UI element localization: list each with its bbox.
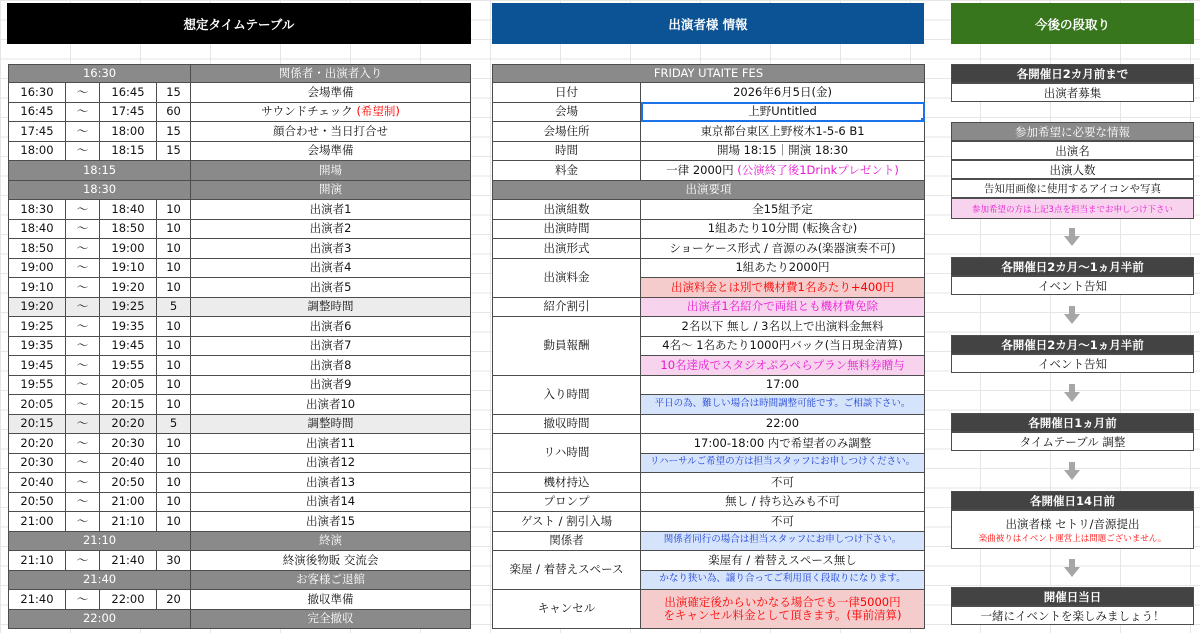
tilde: 〜 <box>66 551 100 571</box>
green-room-note: かなり狭い為、譲り合ってご利用頂く段取りになります。 <box>641 570 925 590</box>
table-row <box>9 434 471 454</box>
timetable-label <box>191 239 471 259</box>
timetable-label <box>191 317 471 337</box>
table-row <box>9 336 471 356</box>
groups-value: 全15組予定 <box>641 200 925 220</box>
end-time: 19:20 <box>100 278 157 298</box>
table-row <box>9 141 471 161</box>
timetable <box>8 64 471 629</box>
perf-fee-value: 1組あたり2000円 <box>641 258 925 278</box>
duration: 10 <box>157 258 191 278</box>
timetable-label <box>191 122 471 142</box>
referral-value: 出演者1名紹介で両組とも機材費免除 <box>641 297 925 317</box>
step-4-item: タイムテーブル 調整 <box>951 432 1194 451</box>
timetable-label <box>191 395 471 415</box>
table-row <box>9 356 471 376</box>
info-label: 会場 <box>493 102 641 122</box>
guest-value: 不可 <box>641 512 925 532</box>
step-5-title: 各開催日14日前 <box>951 491 1194 510</box>
tilde: 〜 <box>66 317 100 337</box>
start-time: 19:35 <box>9 336 66 356</box>
start-time: 16:30 <box>9 83 66 103</box>
timetable-label <box>191 492 471 512</box>
timetable-label <box>191 219 471 239</box>
duration: 10 <box>157 395 191 415</box>
info-label: 動員報酬 <box>493 317 641 376</box>
time-cell: 18:15 <box>9 161 191 181</box>
teardown-value: 22:00 <box>641 414 925 434</box>
end-time: 19:45 <box>100 336 157 356</box>
start-time: 20:15 <box>9 414 66 434</box>
timetable-label <box>191 278 471 298</box>
duration: 10 <box>157 512 191 532</box>
requirements-title: 参加希望に必要な情報 <box>951 122 1194 141</box>
label-text: 出演者11 <box>305 435 356 450</box>
end-time: 22:00 <box>100 590 157 610</box>
tilde: 〜 <box>66 375 100 395</box>
venue-cell[interactable] <box>641 102 925 122</box>
table-row <box>9 239 471 259</box>
end-time: 20:15 <box>100 395 157 415</box>
timetable-label <box>191 590 471 610</box>
down-arrow-icon <box>1064 462 1080 480</box>
table-row <box>9 492 471 512</box>
format-value: ショーケース形式 / 音源のみ(楽器演奏不可) <box>641 239 925 259</box>
start-time: 21:10 <box>9 551 66 571</box>
down-arrow-icon <box>1064 228 1080 246</box>
start-time: 19:55 <box>9 375 66 395</box>
start-time: 18:00 <box>9 141 66 161</box>
end-time: 21:40 <box>100 551 157 571</box>
duration: 30 <box>157 551 191 571</box>
info-label: 紹介割引 <box>493 297 641 317</box>
tilde: 〜 <box>66 239 100 259</box>
tilde: 〜 <box>66 512 100 532</box>
info-label: 出演料金 <box>493 258 641 297</box>
tilde: 〜 <box>66 83 100 103</box>
table-row <box>9 453 471 473</box>
ticket-fee <box>641 161 925 181</box>
duration: 10 <box>157 239 191 259</box>
table-row <box>9 102 471 122</box>
start-time: 18:50 <box>9 239 66 259</box>
end-time: 20:40 <box>100 453 157 473</box>
time-cell: 18:30 <box>9 180 191 200</box>
step-6-title: 開催日当日 <box>951 587 1194 606</box>
info-label: 日付 <box>493 83 641 103</box>
selection-handle[interactable] <box>921 118 925 122</box>
info-label: 料金 <box>493 161 641 181</box>
info-label: ゲスト / 割引入場 <box>493 512 641 532</box>
venue-address: 東京都台東区上野桜木1-5-6 B1 <box>641 122 925 142</box>
duration: 15 <box>157 122 191 142</box>
reward-line-3: 10名達成でスタジオぷろぺらプラン無料券贈与 <box>641 356 925 376</box>
event-title: FRIDAY UTAITE FES <box>493 65 925 83</box>
info-label: 入り時間 <box>493 375 641 414</box>
tilde: 〜 <box>66 141 100 161</box>
cancel-policy <box>641 590 925 629</box>
step-2-item: イベント告知 <box>951 276 1194 295</box>
rehearsal-value: 17:00-18:00 内で希望者のみ調整 <box>641 434 925 454</box>
table-row <box>9 278 471 298</box>
label-text: 出演者15 <box>305 513 356 528</box>
label-text: 調整時間 <box>307 299 354 314</box>
label-text: 出演者4 <box>309 260 352 275</box>
perf-fee-note: 出演料金とは別で機材費1名あたり+400円 <box>641 278 925 298</box>
requirement-1: 出演名 <box>951 141 1194 160</box>
timetable-label <box>191 512 471 532</box>
start-time: 19:25 <box>9 317 66 337</box>
label-text: 顔合わせ・当日打合せ <box>273 123 389 138</box>
info-header: 出演者様 情報 <box>492 3 924 44</box>
end-time: 19:55 <box>100 356 157 376</box>
table-row <box>9 180 471 200</box>
start-time: 18:40 <box>9 219 66 239</box>
timetable-label <box>191 200 471 220</box>
tilde: 〜 <box>66 278 100 298</box>
step-1-item: 出演者募集 <box>951 83 1194 102</box>
start-time: 18:30 <box>9 200 66 220</box>
time-cell: 21:10 <box>9 531 191 551</box>
table-row <box>9 375 471 395</box>
label-text: 出演者6 <box>309 318 352 333</box>
duration: 20 <box>157 590 191 610</box>
info-label: プロンプ <box>493 492 641 512</box>
duration: 10 <box>157 453 191 473</box>
start-time: 20:05 <box>9 395 66 415</box>
down-arrow-icon <box>1064 384 1080 402</box>
start-time: 20:40 <box>9 473 66 493</box>
info-label: 楽屋 / 着替えスペース <box>493 551 641 590</box>
requirement-2: 出演人数 <box>951 160 1194 179</box>
duration: 10 <box>157 317 191 337</box>
entry-value: 17:00 <box>641 375 925 395</box>
start-time: 16:45 <box>9 102 66 122</box>
tilde: 〜 <box>66 336 100 356</box>
timetable-label: 終演 <box>191 531 471 551</box>
info-table <box>492 64 925 629</box>
tilde: 〜 <box>66 200 100 220</box>
table-row <box>9 161 471 181</box>
duration: 15 <box>157 83 191 103</box>
timetable-label: 完全撤収 <box>191 609 471 629</box>
tilde: 〜 <box>66 297 100 317</box>
rehearsal-note: リハーサルご希望の方は担当スタッフにお申しつけください。 <box>641 453 925 473</box>
label-text: 出演者8 <box>309 357 352 372</box>
tilde: 〜 <box>66 356 100 376</box>
timetable-label: お客様ご退館 <box>191 570 471 590</box>
tilde: 〜 <box>66 219 100 239</box>
timetable-label <box>191 102 471 122</box>
end-time: 17:45 <box>100 102 157 122</box>
info-label: 出演時間 <box>493 219 641 239</box>
reward-line-2: 4名〜 1名あたり1000円バック(当日現金清算) <box>641 336 925 356</box>
table-row <box>9 317 471 337</box>
down-arrow-icon <box>1064 559 1080 577</box>
step-5-text: 出演者様 セトリ/音源提出 <box>1005 516 1140 531</box>
label-text: 出演者10 <box>305 396 356 411</box>
tilde: 〜 <box>66 122 100 142</box>
timetable-label <box>191 336 471 356</box>
timetable-label <box>191 375 471 395</box>
end-time: 19:25 <box>100 297 157 317</box>
tilde: 〜 <box>66 453 100 473</box>
label-text: 出演者2 <box>309 221 352 236</box>
info-label: 出演形式 <box>493 239 641 259</box>
timetable-label <box>191 453 471 473</box>
requirements-note: 参加希望の方は上記3点を担当までお申しつけ下さい <box>951 198 1194 219</box>
duration: 10 <box>157 375 191 395</box>
table-row <box>9 590 471 610</box>
step-4-title: 各開催日1ヵ月前 <box>951 413 1194 432</box>
info-label: リハ時間 <box>493 434 641 473</box>
prompter-value: 無し / 持ち込みも不可 <box>641 492 925 512</box>
duration: 10 <box>157 336 191 356</box>
step-3-item: イベント告知 <box>951 354 1194 373</box>
label-text: 会場準備 <box>307 143 354 158</box>
label-text: 出演者13 <box>305 474 356 489</box>
tilde: 〜 <box>66 102 100 122</box>
start-time: 19:45 <box>9 356 66 376</box>
duration: 10 <box>157 434 191 454</box>
duration: 10 <box>157 278 191 298</box>
time-cell: 21:40 <box>9 570 191 590</box>
table-row <box>9 473 471 493</box>
timetable-label: 開場 <box>191 161 471 181</box>
end-time: 18:00 <box>100 122 157 142</box>
label-text: サウンドチェック <box>261 104 353 119</box>
start-time: 20:30 <box>9 453 66 473</box>
table-row <box>9 570 471 590</box>
requirement-3: 告知用画像に使用するアイコンや写真 <box>951 179 1194 198</box>
steps-header: 今後の段取り <box>951 3 1194 44</box>
table-row <box>9 609 471 629</box>
timetable-label <box>191 414 471 434</box>
info-label: 撤収時間 <box>493 414 641 434</box>
cancel-line-2: をキャンセル料金として頂きます。(事前清算) <box>663 608 902 622</box>
duration: 10 <box>157 356 191 376</box>
info-label: 機材持込 <box>493 473 641 493</box>
end-time: 20:05 <box>100 375 157 395</box>
end-time: 21:00 <box>100 492 157 512</box>
timetable-label <box>191 141 471 161</box>
table-row <box>9 83 471 103</box>
end-time: 19:00 <box>100 239 157 259</box>
table-row <box>9 258 471 278</box>
info-label: 出演組数 <box>493 200 641 220</box>
table-row <box>9 122 471 142</box>
duration: 5 <box>157 414 191 434</box>
end-time: 18:40 <box>100 200 157 220</box>
end-time: 19:10 <box>100 258 157 278</box>
label-text: 出演者7 <box>309 338 352 353</box>
staff-note: 関係者同行の場合は担当スタッフにお申しつけ下さい。 <box>641 531 925 551</box>
tilde: 〜 <box>66 434 100 454</box>
start-time: 20:50 <box>9 492 66 512</box>
time-cell: 16:30 <box>9 65 191 83</box>
timetable-label: 開演 <box>191 180 471 200</box>
table-row <box>9 414 471 434</box>
table-row <box>9 551 471 571</box>
start-time: 19:10 <box>9 278 66 298</box>
timetable-label <box>191 434 471 454</box>
table-row <box>9 219 471 239</box>
label-text: 会場準備 <box>307 84 354 99</box>
tilde: 〜 <box>66 258 100 278</box>
step-1-title: 各開催日2カ月前まで <box>951 64 1194 83</box>
duration: 10 <box>157 219 191 239</box>
end-time: 20:20 <box>100 414 157 434</box>
step-5-item <box>951 510 1194 549</box>
time-cell: 22:00 <box>9 609 191 629</box>
table-row <box>9 200 471 220</box>
timetable-label: 関係者・出演者入り <box>191 65 471 83</box>
start-time: 17:45 <box>9 122 66 142</box>
step-2-title: 各開催日2カ月〜1ヵ月半前 <box>951 257 1194 276</box>
label-text: 出演者1 <box>309 201 352 216</box>
start-time: 20:20 <box>9 434 66 454</box>
reward-line-1: 2名以下 無し / 3名以上で出演料金無料 <box>641 317 925 337</box>
info-label: キャンセル <box>493 590 641 629</box>
event-date: 2026年6月5日(金) <box>641 83 925 103</box>
label-text: 終演後物販 交流会 <box>282 552 379 567</box>
timetable-label <box>191 551 471 571</box>
tilde: 〜 <box>66 492 100 512</box>
label-text: 出演者3 <box>309 240 352 255</box>
slot-value: 1組あたり10分間 (転換含む) <box>641 219 925 239</box>
table-row <box>9 395 471 415</box>
down-arrow-icon <box>1064 306 1080 324</box>
timetable-label <box>191 473 471 493</box>
duration: 10 <box>157 492 191 512</box>
label-text: 出演者12 <box>305 455 356 470</box>
info-label: 関係者 <box>493 531 641 551</box>
timetable-label <box>191 83 471 103</box>
tilde: 〜 <box>66 395 100 415</box>
step-5-note: 楽曲被りはイベント運営上は問題ございません。 <box>978 533 1167 544</box>
cancel-line-1: 出演確定後からいかなる場合でも一律5000円 <box>664 594 901 609</box>
start-time: 21:00 <box>9 512 66 532</box>
equipment-value: 不可 <box>641 473 925 493</box>
venue-value: 上野Untitled <box>748 104 817 119</box>
end-time: 18:15 <box>100 141 157 161</box>
duration: 10 <box>157 200 191 220</box>
table-row <box>9 512 471 532</box>
label-text: 調整時間 <box>307 416 354 431</box>
end-time: 18:50 <box>100 219 157 239</box>
duration: 5 <box>157 297 191 317</box>
end-time: 16:45 <box>100 83 157 103</box>
end-time: 21:10 <box>100 512 157 532</box>
end-time: 19:35 <box>100 317 157 337</box>
label-text: 出演者9 <box>309 377 352 392</box>
label-text: 撤収準備 <box>307 591 354 606</box>
duration: 60 <box>157 102 191 122</box>
event-time: 開場 18:15｜開演 18:30 <box>641 141 925 161</box>
step-6-item: 一緒にイベントを楽しみましょう！ <box>951 606 1194 625</box>
timetable-label <box>191 297 471 317</box>
start-time: 19:20 <box>9 297 66 317</box>
tilde: 〜 <box>66 414 100 434</box>
timetable-label <box>191 356 471 376</box>
duration: 15 <box>157 141 191 161</box>
label-text: 出演者14 <box>305 494 356 509</box>
section-title: 出演要項 <box>493 180 925 200</box>
timetable-header: 想定タイムテーブル <box>7 3 471 44</box>
tilde: 〜 <box>66 473 100 493</box>
info-label: 会場住所 <box>493 122 641 142</box>
tilde: 〜 <box>66 590 100 610</box>
start-time: 19:00 <box>9 258 66 278</box>
duration: 10 <box>157 473 191 493</box>
label-text: 出演者5 <box>309 279 352 294</box>
end-time: 20:30 <box>100 434 157 454</box>
green-room-value: 楽屋有 / 着替えスペース無し <box>641 551 925 571</box>
table-row <box>9 297 471 317</box>
step-3-title: 各開催日2カ月〜1ヵ月半前 <box>951 335 1194 354</box>
entry-note: 平日の為、難しい場合は時間調整可能です。ご相談下さい。 <box>641 395 925 415</box>
end-time: 20:50 <box>100 473 157 493</box>
timetable-label <box>191 258 471 278</box>
info-label: 時間 <box>493 141 641 161</box>
fee-value: 一律 2000円 <box>666 162 734 177</box>
label-note: (希望制) <box>356 104 400 119</box>
start-time: 21:40 <box>9 590 66 610</box>
fee-note: (公演終了後1Drinkプレゼント) <box>737 162 899 177</box>
table-row <box>9 531 471 551</box>
